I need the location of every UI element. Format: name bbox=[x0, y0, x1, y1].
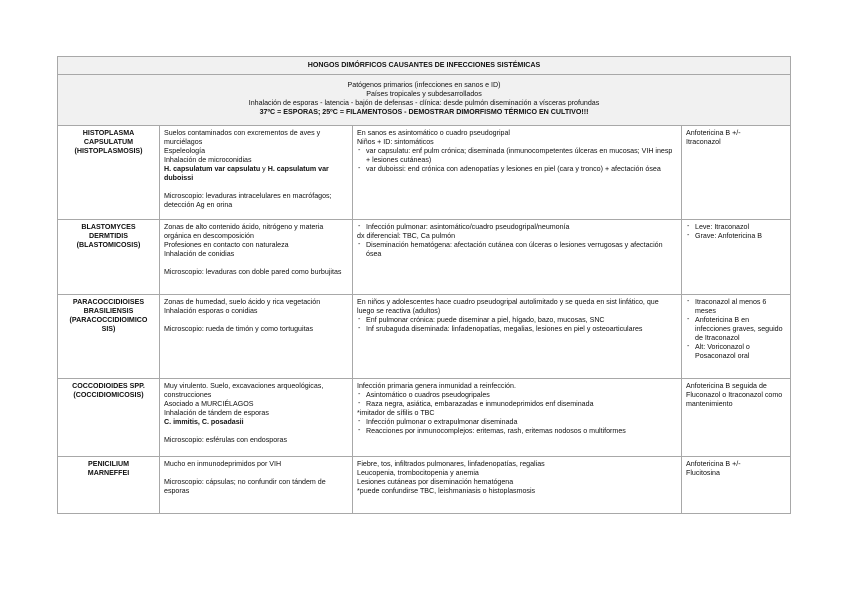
pathogen-name-line: SIS) bbox=[101, 325, 116, 333]
tx-line: Itraconazol bbox=[686, 138, 721, 146]
clin-list bbox=[357, 147, 677, 174]
pathogen-name-line: MARNEFFEI bbox=[87, 469, 130, 477]
table-row bbox=[58, 457, 791, 514]
list-item: - var capsulatu: enf pulm crónica; diseminada (inmunocompetentes úlceras en mucosas; VIH inesp + lesiones cutáneas) bbox=[357, 147, 677, 165]
list-item: - Alt: Voriconazol o Posaconazol oral bbox=[686, 343, 786, 361]
pathogen-name-line: DERMTIDIS bbox=[88, 232, 128, 240]
microscope-line: Microscopio: levaduras con doble pared como burbujitas bbox=[164, 268, 342, 276]
epidemiology-cell bbox=[160, 379, 353, 457]
pathogen-name-line: (COCCIDIOMICOSIS) bbox=[73, 391, 144, 399]
table-title: HONGOS DIMÓRFICOS CAUSANTES DE INFECCIONES SISTÉMICAS bbox=[58, 57, 791, 75]
pathogen-name bbox=[58, 457, 160, 514]
clin-list bbox=[357, 241, 677, 259]
intro-line: Inhalación de esporas - latencia - bajón de defensas - clínica: desde pulmón diseminación a vísceras profundas bbox=[248, 99, 600, 107]
clin-list bbox=[357, 418, 677, 436]
intro-line: Países tropicales y subdesarrollados bbox=[366, 90, 482, 98]
tx-list bbox=[686, 223, 786, 241]
epi-bold: C. immitis, C. posadasii bbox=[164, 418, 244, 426]
epidemiology-cell bbox=[160, 457, 353, 514]
list-item: - var duboissi: end crónica con adenopatías y lesiones en piel (cara y tronco) + afectación ósea bbox=[357, 165, 677, 174]
list-item: - Leve: Itraconazol bbox=[686, 223, 786, 232]
epi-line: Asociado a MURCIÉLAGOS bbox=[164, 400, 254, 408]
list-item: - Inf srubaguda diseminada: linfadenopatías, megalias, lesiones en piel y osteoarticulares bbox=[357, 325, 677, 334]
clin-line: En niños y adolescentes hace cuadro pseudogripal autolimitado y se queda en sist linfático, que luego se reactiva (adultos) bbox=[357, 298, 659, 315]
treatment-cell bbox=[682, 295, 791, 379]
list-item: - Grave: Anfotericina B bbox=[686, 232, 786, 241]
pathogen-name-line: BRASILIENSIS bbox=[83, 307, 134, 315]
tx-list bbox=[686, 298, 786, 361]
epi-connector: y bbox=[260, 165, 268, 173]
clin-line: Fiebre, tos, infiltrados pulmonares, linfadenopatías, regalias bbox=[357, 460, 545, 468]
table-row bbox=[58, 126, 791, 220]
list-item: - Diseminación hematógena: afectación cutánea con úlceras o lesiones verrugosas y afectación ósea bbox=[357, 241, 677, 259]
microscope-line: Microscopio: esférulas con endosporas bbox=[164, 436, 288, 444]
pathogen-name-line: (HISTOPLASMOSIS) bbox=[74, 147, 143, 155]
table-title-row bbox=[58, 57, 791, 75]
epi-line: Inhalación de tándem de esporas bbox=[164, 409, 269, 417]
tx-line: Anfotericina B +/- bbox=[686, 460, 741, 468]
treatment-cell bbox=[682, 457, 791, 514]
clinical-cell bbox=[353, 295, 682, 379]
pathogen-name bbox=[58, 220, 160, 295]
list-item: - Itraconazol al menos 6 meses bbox=[686, 298, 786, 316]
pathogen-name-line: COCCODIOIDES SPP. bbox=[72, 382, 145, 390]
pathogen-name-line: (PARACOCCIDIOIMICO bbox=[69, 316, 148, 324]
clin-line: En sanos es asintomático o cuadro pseudogripal bbox=[357, 129, 511, 137]
clin-line: Lesiones cutáneas por diseminación hematógena bbox=[357, 478, 514, 486]
pathogen-name-line: PARACOCCIDIOISES bbox=[72, 298, 145, 306]
epi-line: Profesiones en contacto con naturaleza bbox=[164, 241, 289, 249]
table-row bbox=[58, 220, 791, 295]
list-item: - Anfotericina B en infecciones graves, seguido de Itraconazol bbox=[686, 316, 786, 343]
clin-line: *imitador de sífilis o TBC bbox=[357, 409, 435, 417]
treatment-cell bbox=[682, 379, 791, 457]
table-row bbox=[58, 379, 791, 457]
pathogen-name-line: CAPSULATUM bbox=[83, 138, 134, 146]
epi-line: Inhalación de microconidias bbox=[164, 156, 252, 164]
microscope-line: Microscopio: rueda de timón y como tortuguitas bbox=[164, 325, 314, 333]
epidemiology-cell bbox=[160, 295, 353, 379]
clinical-cell bbox=[353, 379, 682, 457]
clin-list bbox=[357, 223, 677, 232]
epi-line: Mucho en inmunodeprimidos por VIH bbox=[164, 460, 282, 468]
clin-line: Niños + ID: sintomáticos bbox=[357, 138, 434, 146]
epidemiology-cell bbox=[160, 220, 353, 295]
tx-line: Flucitosina bbox=[686, 469, 720, 477]
clin-line: dx diferencial: TBC, Ca pulmón bbox=[357, 232, 456, 240]
intro-line: Patógenos primarios (infecciones en sanos e ID) bbox=[347, 81, 501, 89]
epi-line: Muy virulento. Suelo, excavaciones arqueológicas, construcciones bbox=[164, 382, 324, 399]
epi-line: Espeleología bbox=[164, 147, 206, 155]
clin-line: *puede confundirse TBC, leishmaniasis o histoplasmosis bbox=[357, 487, 536, 495]
tx-line: Anfotericina B seguida de Fluconazol o Itraconazol como mantenimiento bbox=[686, 382, 783, 408]
epi-line: Inhalación esporas o conidias bbox=[164, 307, 258, 315]
list-item: - Asintomático o cuadros pseudogripales bbox=[357, 391, 677, 400]
list-item: - Enf pulmonar crónica: puede diseminar a piel, hígado, bazo, mucosas, SNC bbox=[357, 316, 677, 325]
clin-list bbox=[357, 316, 677, 334]
clinical-cell bbox=[353, 457, 682, 514]
fungi-table bbox=[57, 56, 791, 514]
clinical-cell bbox=[353, 220, 682, 295]
epi-bold: H. capsulatum var capsulatu bbox=[164, 165, 261, 173]
intro-cell bbox=[58, 75, 791, 126]
pathogen-name bbox=[58, 126, 160, 220]
list-item: - Reacciones por inmunocomplejos: eritemas, rash, eritemas nodosos o multiformes bbox=[357, 427, 677, 436]
clin-line: Leucopenia, trombocitopenia y anemia bbox=[357, 469, 479, 477]
epi-line: Zonas de humedad, suelo ácido y rica vegetación bbox=[164, 298, 321, 306]
pathogen-name-line: HISTOPLASMA bbox=[82, 129, 135, 137]
list-item: - Infección pulmonar: asintomático/cuadro pseudogripal/neumonía bbox=[357, 223, 677, 232]
pathogen-name-line: BLASTOMYCES bbox=[81, 223, 136, 231]
epi-bold: H. capsulatum var duboissi bbox=[164, 165, 329, 182]
list-item: - Raza negra, asiática, embarazadas e inmunodeprimidos enf diseminada bbox=[357, 400, 677, 409]
microscope-line: Microscopio: levaduras intracelulares en macrófagos; detección Ag en orina bbox=[164, 192, 332, 209]
epi-line: Inhalación de conidias bbox=[164, 250, 235, 258]
epi-varieties bbox=[164, 165, 348, 183]
clinical-cell bbox=[353, 126, 682, 220]
pathogen-name bbox=[58, 295, 160, 379]
microscope-line: Microscopio: cápsulas; no confundir con tándem de esporas bbox=[164, 478, 326, 495]
intro-key-line: 37ºC = ESPORAS; 25ºC = FILAMENTOSOS - DEMOSTRAR DIMORFISMO TÉRMICO EN CULTIVO!!! bbox=[259, 108, 589, 116]
list-item: - Infección pulmonar o extrapulmonar diseminada bbox=[357, 418, 677, 427]
pathogen-name bbox=[58, 379, 160, 457]
pathogen-name-line: PENICILIUM bbox=[88, 460, 129, 468]
epi-line: Zonas de alto contenido ácido, nitrógeno y materia orgánica en descomposición bbox=[164, 223, 324, 240]
table-row bbox=[58, 295, 791, 379]
intro-row bbox=[58, 75, 791, 126]
treatment-cell bbox=[682, 220, 791, 295]
clin-line: Infección primaria genera inmunidad a reinfección. bbox=[357, 382, 516, 390]
epi-line: Suelos contaminados con excrementos de aves y murciélagos bbox=[164, 129, 321, 146]
clin-list bbox=[357, 391, 677, 409]
epidemiology-cell bbox=[160, 126, 353, 220]
pathogen-name-line: (BLASTOMICOSIS) bbox=[76, 241, 141, 249]
treatment-cell bbox=[682, 126, 791, 220]
tx-line: Anfotericina B +/- bbox=[686, 129, 741, 137]
